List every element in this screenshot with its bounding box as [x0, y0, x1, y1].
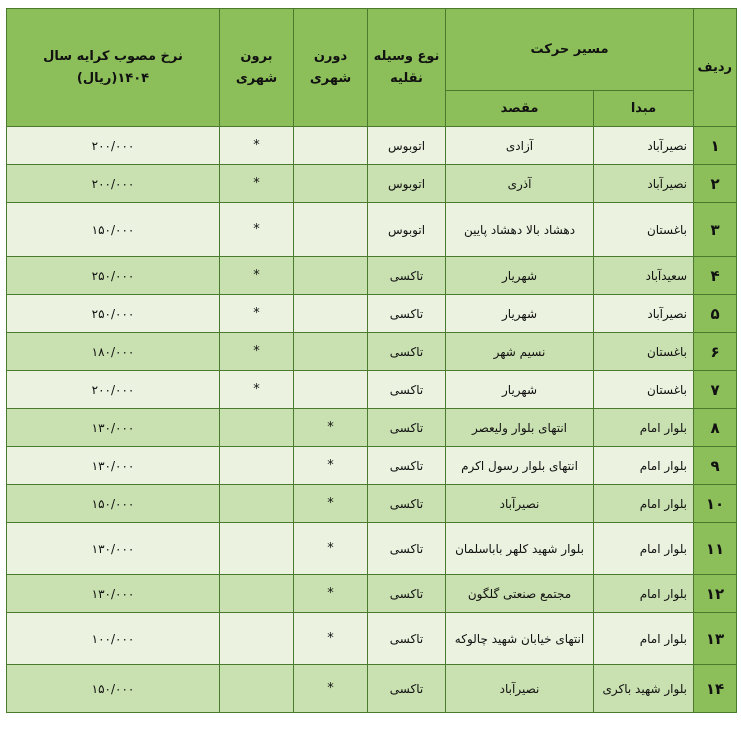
vehicle-cell: تاکسی: [368, 665, 446, 713]
fare-cell: ۲۰۰/۰۰۰: [7, 165, 220, 203]
row-number-cell: ۸: [694, 409, 737, 447]
destination-cell: آذری: [446, 165, 594, 203]
vehicle-cell: تاکسی: [368, 295, 446, 333]
fare-table: [6, 8, 737, 713]
row-number-cell: ۱۴: [694, 665, 737, 713]
destination-cell: مجتمع صنعتی گلگون: [446, 575, 594, 613]
header-outer-city: برون شهری: [220, 9, 294, 127]
table-row: [7, 523, 737, 575]
row-number-cell: ۱۰: [694, 485, 737, 523]
row-number-cell: ۶: [694, 333, 737, 371]
inner-city-cell: *: [294, 665, 368, 713]
outer-city-cell: [220, 613, 294, 665]
inner-city-cell: [294, 127, 368, 165]
inner-city-cell: [294, 371, 368, 409]
vehicle-cell: تاکسی: [368, 523, 446, 575]
fare-cell: ۱۵۰/۰۰۰: [7, 203, 220, 257]
outer-city-cell: [220, 665, 294, 713]
destination-cell: انتهای بلوار رسول اکرم: [446, 447, 594, 485]
origin-cell: بلوار امام: [594, 613, 694, 665]
fare-cell: ۱۵۰/۰۰۰: [7, 485, 220, 523]
vehicle-cell: اتوبوس: [368, 127, 446, 165]
destination-cell: انتهای خیابان شهید چالوکه: [446, 613, 594, 665]
inner-city-cell: [294, 203, 368, 257]
origin-cell: بلوار امام: [594, 575, 694, 613]
inner-city-cell: [294, 257, 368, 295]
vehicle-cell: تاکسی: [368, 257, 446, 295]
destination-cell: نصیرآباد: [446, 665, 594, 713]
row-number-cell: ۵: [694, 295, 737, 333]
row-number-cell: ۳: [694, 203, 737, 257]
inner-city-cell: *: [294, 409, 368, 447]
vehicle-cell: تاکسی: [368, 409, 446, 447]
outer-city-cell: [220, 523, 294, 575]
inner-city-cell: *: [294, 575, 368, 613]
inner-city-cell: [294, 295, 368, 333]
destination-cell: بلوار شهید کلهر باباسلمان: [446, 523, 594, 575]
outer-city-cell: *: [220, 203, 294, 257]
origin-cell: بلوار شهید باکری: [594, 665, 694, 713]
origin-cell: باغستان: [594, 371, 694, 409]
table-row: [7, 203, 737, 257]
origin-cell: نصیرآباد: [594, 165, 694, 203]
outer-city-cell: *: [220, 257, 294, 295]
destination-cell: دهشاد بالا دهشاد پایین: [446, 203, 594, 257]
table-row: [7, 257, 737, 295]
row-number-cell: ۱۱: [694, 523, 737, 575]
table-row: [7, 665, 737, 713]
outer-city-cell: *: [220, 333, 294, 371]
inner-city-cell: [294, 165, 368, 203]
row-number-cell: ۹: [694, 447, 737, 485]
header-destination: مقصد: [446, 91, 594, 127]
vehicle-cell: اتوبوس: [368, 203, 446, 257]
header-fare: نرخ مصوب کرایه سال ۱۴۰۴(ریال): [7, 9, 220, 127]
origin-cell: باغستان: [594, 203, 694, 257]
fare-cell: ۲۰۰/۰۰۰: [7, 371, 220, 409]
fare-cell: ۱۳۰/۰۰۰: [7, 409, 220, 447]
row-number-cell: ۱: [694, 127, 737, 165]
table-row: [7, 575, 737, 613]
vehicle-cell: تاکسی: [368, 333, 446, 371]
destination-cell: نصیرآباد: [446, 485, 594, 523]
table-row: [7, 333, 737, 371]
vehicle-cell: تاکسی: [368, 447, 446, 485]
inner-city-cell: *: [294, 523, 368, 575]
inner-city-cell: *: [294, 447, 368, 485]
origin-cell: سعیدآباد: [594, 257, 694, 295]
destination-cell: شهریار: [446, 257, 594, 295]
vehicle-cell: تاکسی: [368, 371, 446, 409]
row-number-cell: ۷: [694, 371, 737, 409]
outer-city-cell: *: [220, 295, 294, 333]
table-row: [7, 447, 737, 485]
outer-city-cell: *: [220, 127, 294, 165]
inner-city-cell: *: [294, 485, 368, 523]
outer-city-cell: [220, 447, 294, 485]
header-origin: مبدا: [594, 91, 694, 127]
destination-cell: شهریار: [446, 295, 594, 333]
table-row: [7, 485, 737, 523]
table-row: [7, 371, 737, 409]
origin-cell: بلوار امام: [594, 409, 694, 447]
destination-cell: انتهای بلوار ولیعصر: [446, 409, 594, 447]
inner-city-cell: *: [294, 613, 368, 665]
table-row: [7, 127, 737, 165]
origin-cell: باغستان: [594, 333, 694, 371]
vehicle-cell: تاکسی: [368, 485, 446, 523]
fare-cell: ۲۵۰/۰۰۰: [7, 257, 220, 295]
destination-cell: آزادی: [446, 127, 594, 165]
inner-city-cell: [294, 333, 368, 371]
fare-cell: ۲۰۰/۰۰۰: [7, 127, 220, 165]
row-number-cell: ۱۲: [694, 575, 737, 613]
destination-cell: نسیم شهر: [446, 333, 594, 371]
origin-cell: بلوار امام: [594, 523, 694, 575]
row-number-cell: ۱۳: [694, 613, 737, 665]
fare-cell: ۱۳۰/۰۰۰: [7, 575, 220, 613]
header-row-no: ردیف: [694, 9, 737, 127]
fare-cell: ۲۵۰/۰۰۰: [7, 295, 220, 333]
table-row: [7, 613, 737, 665]
fare-cell: ۱۳۰/۰۰۰: [7, 447, 220, 485]
header-inner-city: دورن شهری: [294, 9, 368, 127]
outer-city-cell: *: [220, 165, 294, 203]
row-number-cell: ۲: [694, 165, 737, 203]
outer-city-cell: [220, 485, 294, 523]
origin-cell: نصیرآباد: [594, 295, 694, 333]
fare-table-container: [6, 8, 737, 713]
fare-cell: ۱۵۰/۰۰۰: [7, 665, 220, 713]
row-number-cell: ۴: [694, 257, 737, 295]
fare-cell: ۱۸۰/۰۰۰: [7, 333, 220, 371]
header-route: مسیر حرکت: [446, 9, 694, 91]
origin-cell: بلوار امام: [594, 447, 694, 485]
fare-cell: ۱۳۰/۰۰۰: [7, 523, 220, 575]
origin-cell: بلوار امام: [594, 485, 694, 523]
header-vehicle: نوع وسیله نقلیه: [368, 9, 446, 127]
vehicle-cell: تاکسی: [368, 575, 446, 613]
destination-cell: شهریار: [446, 371, 594, 409]
vehicle-cell: اتوبوس: [368, 165, 446, 203]
table-row: [7, 295, 737, 333]
outer-city-cell: [220, 409, 294, 447]
origin-cell: نصیرآباد: [594, 127, 694, 165]
table-row: [7, 409, 737, 447]
vehicle-cell: تاکسی: [368, 613, 446, 665]
outer-city-cell: [220, 575, 294, 613]
outer-city-cell: *: [220, 371, 294, 409]
table-row: [7, 165, 737, 203]
fare-cell: ۱۰۰/۰۰۰: [7, 613, 220, 665]
